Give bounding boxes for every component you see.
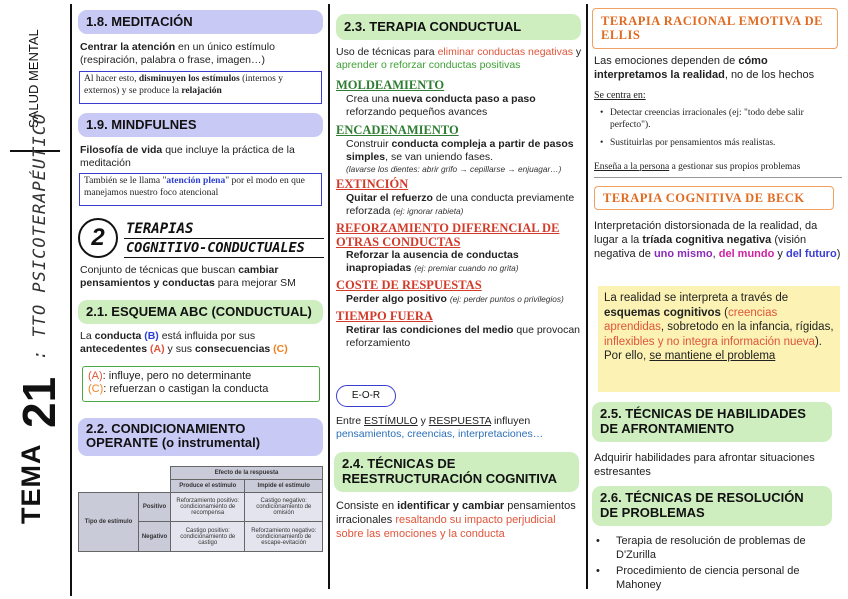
sidebar-topic: SALUD MENTAL — [26, 29, 41, 128]
technique-desc: Construir conducta compleja a partir de pasos simples, se van uniendo fases. — [346, 138, 574, 163]
technique-desc: Perder algo positivo (ej: perder puntos o privilegios) — [346, 293, 564, 305]
technique-head: MOLDEAMIENTO — [336, 78, 445, 92]
list-item: • Procedimiento de ciencia personal de Mahoney — [594, 564, 842, 592]
technique-item — [336, 309, 584, 350]
sidebar-tema-number: 21 — [13, 376, 65, 428]
eor-text: Entre ESTÍMULO y RESPUESTA influyen pensamientos, creencias, interpretaciones… — [336, 415, 544, 440]
sidebar-subtitle: : TTO PSICOTERAPÉUTICO — [30, 112, 50, 360]
technique-head: TIEMPO FUERA — [336, 309, 433, 323]
technique-item — [336, 278, 584, 306]
table-header-efecto: Efecto de la respuesta — [171, 467, 323, 480]
mindfulnes-text: Filosofía de vida que incluye la práctica de la meditación — [80, 144, 295, 169]
abc-note-box: (A): influye, pero no determinante (C): refuerzan o castigan la conducta — [82, 366, 320, 402]
technique-desc: Crea una nueva conducta paso a paso reforzando pequeños avances — [346, 93, 536, 118]
section-title-meditacion: 1.8. MEDITACIÓN — [78, 10, 323, 34]
divider-mid2 — [586, 4, 588, 589]
ellis-separator — [594, 177, 842, 178]
list-item: • Terapia de resolución de problemas de D'Zurilla — [594, 534, 842, 562]
section-title-conductual: 2.3. TERAPIA CONDUCTUAL — [336, 14, 581, 40]
technique-desc: Quitar el refuerzo de una conducta previamente reforzada (ej: ignorar rabieta) — [346, 192, 575, 217]
meditacion-note-box: Al hacer esto, disminuyen los estímulos (internos y externos) y se produce la relajación — [79, 71, 322, 104]
section-number: 2 — [91, 224, 105, 251]
technique-item — [336, 123, 584, 174]
afrontamiento-text: Adquirir habilidades para afrontar situaciones estresantes — [594, 452, 815, 478]
technique-desc: Reforzar la ausencia de conductas inapropiadas (ej: premiar cuando no grita) — [346, 249, 519, 274]
list-item: • Sustituirlas por pensamientos más realistas. — [598, 137, 838, 149]
section-title-beck: TERAPIA COGNITIVA DE BECK — [594, 186, 834, 210]
ellis-text: Las emociones dependen de cómo interpretamos la realidad, no de los hechos — [594, 55, 815, 81]
divider-left — [70, 4, 72, 596]
table-row-group: Tipo de estímulo — [79, 492, 139, 552]
table-cell: Castigo positivo: condicionamiento de castigo — [171, 522, 245, 552]
resolucion-list — [594, 534, 842, 592]
table-row-positivo: Positivo — [139, 492, 171, 522]
table-cell: Castigo negativo: condicionamiento de omisión — [245, 492, 323, 522]
technique-item — [336, 221, 584, 275]
section-2-underline-2 — [124, 257, 324, 258]
technique-head: COSTE DE RESPUESTAS — [336, 278, 482, 292]
technique-item — [336, 78, 584, 119]
technique-example: (lavarse los dientes: abrir grifo → cepillarse → enjuagar…) — [346, 164, 562, 174]
sidebar-tema-label: TEMA — [16, 443, 46, 524]
divider-mid1 — [328, 4, 330, 589]
section-title-abc: 2.1. ESQUEMA ABC (CONDUCTUAL) — [78, 300, 323, 324]
section-2-intro: Conjunto de técnicas que buscan cambiar pensamientos y conductas para mejorar SM — [80, 264, 296, 289]
beck-text: Interpretación distorsionada de la realidad, da lugar a la tríada cognitiva negativa (visión negativa de uno mismo, del mundo y del futuro) — [594, 220, 841, 260]
section-2-title-line2: COGNITIVO-CONDUCTUALES — [126, 240, 305, 256]
list-item: • Detectar creencias irracionales (ej: "todo debe salir perfecto"). — [598, 107, 838, 131]
abc-text: La conducta (B) está influida por sus antecedentes (A) y sus consecuencias (C) — [80, 330, 288, 355]
section-title-operante: 2.2. CONDICIONAMIENTO OPERANTE (o instrumental) — [78, 418, 323, 456]
technique-head: ENCADENAMIENTO — [336, 123, 459, 137]
ellis-ensena: Enseña a la persona a gestionar sus propios problemas — [594, 162, 801, 172]
meditacion-text: Centrar la atención en un único estímulo (respiración, palabra o frase, imagen…) — [80, 41, 275, 66]
eor-badge: E-O-R — [336, 385, 396, 407]
section-2-underline-1 — [124, 238, 324, 239]
operante-table — [78, 466, 323, 552]
table-cell: Reforzamiento negativo: condicionamiento de escape-evitación — [245, 522, 323, 552]
ellis-centra: Se centra en: — [594, 90, 646, 101]
technique-head: EXTINCIÓN — [336, 177, 409, 191]
section-number-circle — [78, 218, 118, 258]
section-title-ellis: TERAPIA RACIONAL EMOTIVA DE ELLIS — [592, 8, 838, 49]
table-col-produce: Produce el estímulo — [171, 479, 245, 492]
technique-head: REFORZAMIENTO DIFERENCIAL DE OTRAS CONDUCTAS — [336, 221, 560, 249]
technique-list — [336, 78, 584, 350]
beck-schema-box: La realidad se interpreta a través de esquemas cognitivos (creencias aprendidas, sobretodo en la infancia, rígidas, inflexibles y no integra información nueva). Por ello, se mantiene el problema — [598, 286, 840, 392]
table-col-impide: Impide el estímulo — [245, 479, 323, 492]
section-title-afrontamiento: 2.5. TÉCNICAS DE HABILIDADES DE AFRONTAMIENTO — [592, 402, 832, 442]
technique-desc: Retirar las condiciones del medio que provocan reforzamiento — [346, 324, 581, 349]
section-title-reestructuracion: 2.4. TÉCNICAS DE REESTRUCTURACIÓN COGNITIVA — [334, 452, 579, 492]
section-title-resolucion: 2.6. TÉCNICAS DE RESOLUCIÓN DE PROBLEMAS — [592, 486, 832, 526]
mindfulnes-note-box: También se le llama "atención plena" por el modo en que manejamos nuestro foco atencional — [79, 173, 322, 206]
section-2-title-line1: TERAPIAS — [126, 221, 194, 237]
technique-item — [336, 177, 584, 218]
table-cell: Reforzamiento positivo: condicionamiento de recompensa — [171, 492, 245, 522]
ellis-list — [598, 107, 838, 149]
conductual-intro: Uso de técnicas para eliminar conductas negativas y aprender o reforzar conductas positivas — [336, 46, 582, 71]
reestructuracion-text: Consiste en identificar y cambiar pensamientos irracionales resaltando su impacto perjudicial sobre las emociones y la conducta — [336, 500, 576, 540]
section-title-mindfulnes: 1.9. MINDFULNES — [78, 113, 323, 137]
table-row-negativo: Negativo — [139, 522, 171, 552]
